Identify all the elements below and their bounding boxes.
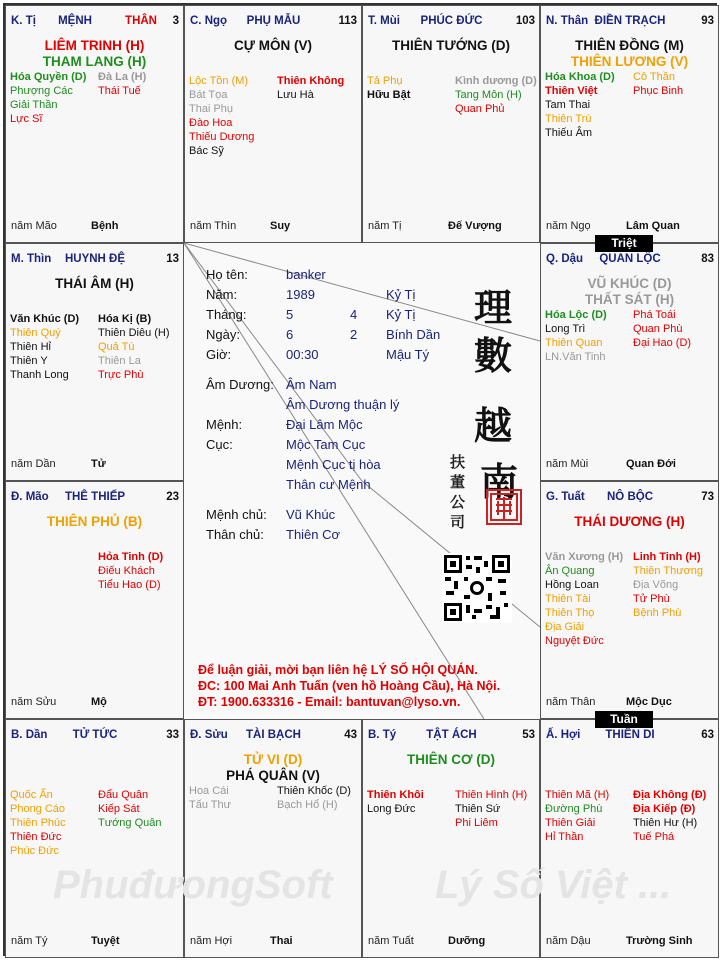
palace-header bbox=[546, 15, 714, 29]
palace-branch: C. Ngọ bbox=[190, 15, 228, 27]
palace-branch: Đ. Sửu bbox=[190, 729, 228, 741]
minor-stars-left bbox=[367, 74, 410, 102]
label-month: Tháng: bbox=[206, 307, 247, 322]
palace-year: năm Tý bbox=[11, 935, 48, 947]
minor-star: Phá Toái bbox=[633, 309, 676, 321]
palace-name: PHÚC ĐỨC bbox=[420, 15, 483, 27]
small-char: 公 bbox=[450, 493, 466, 511]
palace-stage: Đế Vượng bbox=[448, 220, 502, 232]
palace-branch: Ấ. Hợi bbox=[546, 729, 581, 741]
minor-star: Phong Cáo bbox=[10, 803, 66, 815]
horoscope-chart bbox=[3, 3, 717, 956]
minor-star: Lưu Hà bbox=[277, 89, 314, 101]
major-star: THIÊN CƠ (D) bbox=[406, 752, 495, 767]
minor-stars-right bbox=[633, 550, 703, 620]
palace-thin bbox=[5, 243, 184, 481]
minor-star: Phi Liêm bbox=[455, 817, 498, 829]
palace-year: năm Thân bbox=[546, 696, 596, 708]
palace-header bbox=[546, 253, 714, 267]
palace-header bbox=[368, 15, 535, 29]
minor-star: Thiên Hỉ bbox=[10, 341, 51, 353]
value-day-lunar: Bính Dần bbox=[386, 327, 441, 342]
label-amduong: Âm Dương: bbox=[206, 377, 274, 392]
minor-star: Thiên Không bbox=[277, 75, 345, 87]
minor-star: Phục Binh bbox=[633, 85, 684, 97]
value-year-lunar: Kỷ Tị bbox=[386, 287, 416, 302]
minor-star: Hóa Khoa (D) bbox=[545, 71, 615, 83]
minor-star: Văn Xương (H) bbox=[545, 551, 624, 563]
value-name: banker bbox=[286, 267, 326, 282]
major-star: PHÁ QUÂN (V) bbox=[226, 768, 320, 783]
minor-star: Địa Giải bbox=[545, 621, 585, 633]
major-star: TỬ VI (D) bbox=[243, 752, 303, 767]
minor-star: Phượng Các bbox=[10, 85, 73, 97]
minor-stars-right bbox=[633, 308, 691, 350]
calligraphy-char: 越 bbox=[474, 403, 513, 448]
calligraphy-char: 數 bbox=[474, 333, 513, 378]
label-hour: Giờ: bbox=[206, 347, 232, 362]
palace-footer bbox=[546, 696, 714, 710]
minor-star: Lộc Tồn (M) bbox=[189, 75, 249, 87]
label-day: Ngày: bbox=[206, 327, 240, 342]
palace-ti bbox=[5, 5, 184, 243]
small-char: 董 bbox=[450, 473, 466, 491]
minor-star: Thanh Long bbox=[10, 369, 69, 381]
minor-star: Thiên La bbox=[98, 355, 141, 367]
minor-star: Bát Tọa bbox=[189, 89, 228, 101]
major-star: THIÊN LƯƠNG (V) bbox=[570, 54, 689, 69]
palace-header bbox=[190, 15, 357, 29]
contact-line-2: ĐC: 100 Mai Anh Tuấn (ven hồ Hoàng Cầu), Hà Nội. bbox=[198, 679, 501, 693]
palace-stage: Dưỡng bbox=[448, 935, 486, 947]
minor-star: Tấu Thư bbox=[189, 799, 232, 811]
label-year: Năm: bbox=[206, 287, 238, 302]
minor-star: Văn Khúc (D) bbox=[10, 313, 80, 325]
palace-header bbox=[546, 729, 714, 743]
minor-stars-right bbox=[633, 788, 706, 844]
minor-star: Bệnh Phù bbox=[633, 607, 682, 619]
major-star: THÁI ÂM (H) bbox=[55, 276, 134, 291]
minor-star: Hoa Cái bbox=[189, 785, 229, 797]
palace-mao bbox=[5, 481, 184, 719]
palace-footer bbox=[368, 220, 535, 234]
minor-star: Hỉ Thần bbox=[545, 831, 584, 843]
palace-number: 73 bbox=[701, 491, 714, 503]
label-menhchu: Mệnh chủ: bbox=[206, 507, 267, 522]
minor-star: Thiên Trù bbox=[545, 113, 592, 125]
minor-stars-left bbox=[545, 70, 615, 140]
palace-suu bbox=[184, 719, 362, 958]
minor-star: Nguyệt Đức bbox=[545, 635, 604, 647]
palace-number: 63 bbox=[701, 729, 714, 741]
minor-star: LN.Văn Tinh bbox=[545, 351, 606, 363]
palace-stage: Bệnh bbox=[91, 220, 119, 232]
minor-stars-right bbox=[98, 312, 170, 382]
palace-than bbox=[540, 5, 719, 243]
value-year-solar: 1989 bbox=[286, 287, 315, 302]
palace-year: năm Hợi bbox=[190, 935, 233, 947]
minor-star: Thiên Tài bbox=[545, 593, 591, 605]
minor-stars-left bbox=[10, 788, 66, 858]
minor-star: Tuế Phá bbox=[633, 831, 675, 843]
palace-stage: Tử bbox=[91, 458, 106, 470]
minor-star: Giải Thần bbox=[10, 99, 58, 111]
palace-stage: Trường Sinh bbox=[626, 935, 693, 947]
minor-star: Thiên Giải bbox=[545, 817, 596, 829]
palace-number: 33 bbox=[166, 729, 179, 741]
minor-star: Bác Sỹ bbox=[189, 145, 224, 157]
minor-star: Thiên Phúc bbox=[10, 817, 66, 829]
minor-star: Đại Hao (D) bbox=[633, 337, 692, 349]
minor-star: Long Trì bbox=[545, 323, 586, 335]
minor-star: Thiên Đức bbox=[10, 831, 62, 843]
palace-year: năm Sửu bbox=[11, 696, 57, 708]
minor-star: Quan Phù bbox=[633, 323, 683, 335]
minor-star: Hóa Kị (B) bbox=[98, 313, 152, 325]
minor-star: Kiếp Sát bbox=[98, 803, 140, 815]
qr-code-icon bbox=[442, 553, 512, 623]
minor-star: Thiên Sứ bbox=[455, 803, 501, 815]
minor-star: Trực Phù bbox=[98, 369, 144, 381]
minor-stars-right bbox=[455, 788, 527, 830]
minor-star: Hữu Bật bbox=[367, 89, 411, 101]
label-thanchu: Thân chủ: bbox=[206, 527, 264, 542]
minor-star: Đà La (H) bbox=[98, 71, 147, 83]
palace-year: năm Mùi bbox=[546, 458, 589, 470]
major-star: CỰ MÔN (V) bbox=[234, 38, 312, 53]
minor-star: Ân Quang bbox=[545, 565, 595, 577]
palace-ty bbox=[362, 719, 540, 958]
palace-stage: Thai bbox=[270, 935, 293, 947]
major-star: THÁI DƯƠNG (H) bbox=[574, 514, 685, 529]
minor-star: Thiên Hình (H) bbox=[455, 789, 528, 801]
label-name: Họ tên: bbox=[206, 267, 248, 282]
value-amduong2: Âm Dương thuận lý bbox=[286, 397, 400, 412]
watermark-left: PhuđưongSoft bbox=[53, 863, 333, 907]
major-star: THIÊN PHỦ (B) bbox=[46, 514, 143, 529]
minor-star: Hỏa Tinh (D) bbox=[98, 551, 164, 563]
palace-tuat bbox=[540, 481, 719, 719]
value-month-lunar: Kỷ Tị bbox=[386, 307, 416, 322]
red-seal-stamp bbox=[486, 489, 522, 525]
palace-footer bbox=[546, 220, 714, 234]
minor-stars-right bbox=[98, 550, 163, 592]
palace-mui bbox=[362, 5, 540, 243]
palace-footer bbox=[11, 935, 179, 949]
minor-star: Điếu Khách bbox=[98, 565, 155, 577]
minor-stars-left bbox=[10, 70, 86, 126]
palace-number: 43 bbox=[344, 729, 357, 741]
palace-dan bbox=[5, 719, 184, 958]
minor-star: Đào Hoa bbox=[189, 117, 233, 129]
palace-number: 3 bbox=[172, 15, 179, 27]
palace-name: NÔ BỘC bbox=[607, 491, 653, 503]
palace-branch: B. Tý bbox=[368, 729, 397, 741]
value-hour: 00:30 bbox=[286, 347, 319, 362]
palace-footer bbox=[190, 220, 357, 234]
minor-star: Thiếu Dương bbox=[189, 131, 255, 143]
value-cuc2: Mệnh Cục tị hòa bbox=[286, 457, 381, 472]
palace-year: năm Ngọ bbox=[546, 220, 591, 232]
small-char: 扶 bbox=[450, 453, 466, 471]
contact-line-3: ĐT: 1900.633316 - Email: bantuvan@lyso.vn. bbox=[198, 695, 461, 709]
palace-year: năm Tị bbox=[368, 220, 402, 232]
tuan-tag: Tuần bbox=[595, 711, 653, 728]
major-star: THIÊN TƯỚNG (D) bbox=[392, 38, 510, 53]
minor-stars-right bbox=[277, 74, 344, 102]
minor-star: Quan Phủ bbox=[455, 103, 505, 115]
minor-star: Thiên Khôi bbox=[367, 789, 424, 801]
value-thanchu: Thiên Cơ bbox=[286, 527, 341, 542]
minor-star: Cô Thần bbox=[633, 71, 675, 83]
watermark-right: Lý Số Việt ... bbox=[435, 863, 672, 907]
palace-header bbox=[11, 729, 179, 743]
minor-stars-right bbox=[98, 788, 162, 830]
palace-header bbox=[11, 253, 179, 267]
palace-number: 53 bbox=[522, 729, 535, 741]
minor-stars-left bbox=[545, 550, 623, 648]
minor-star: Thiên Việt bbox=[545, 85, 598, 97]
major-star: THIÊN ĐỒNG (M) bbox=[575, 38, 684, 53]
minor-star: Thái Tuế bbox=[98, 85, 141, 97]
palace-branch: G. Tuất bbox=[546, 491, 585, 503]
palace-name: TẬT ÁCH bbox=[426, 729, 477, 741]
minor-star: Quả Tú bbox=[98, 341, 135, 353]
minor-star: Quốc Ấn bbox=[10, 789, 53, 801]
palace-stage: Suy bbox=[270, 220, 291, 232]
palace-footer bbox=[11, 458, 179, 472]
value-menh: Đại Lâm Mộc bbox=[286, 417, 363, 432]
palace-number: 93 bbox=[701, 15, 714, 27]
minor-star: Thiên Thương bbox=[633, 565, 704, 577]
triet-tag: Triệt bbox=[595, 235, 653, 252]
minor-star: Tiểu Hao (D) bbox=[98, 579, 161, 591]
minor-stars-left bbox=[10, 312, 79, 382]
value-hour-lunar: Mậu Tý bbox=[386, 347, 430, 362]
palace-dau bbox=[540, 243, 719, 481]
palace-number: 83 bbox=[701, 253, 714, 265]
palace-number: 23 bbox=[166, 491, 179, 503]
major-star: THẤT SÁT (H) bbox=[584, 292, 675, 307]
palace-footer bbox=[546, 935, 714, 949]
value-cuc3: Thân cư Mệnh bbox=[286, 477, 371, 492]
value-menhchu: Vũ Khúc bbox=[286, 507, 336, 522]
palace-name: ĐIỀN TRẠCH bbox=[594, 15, 666, 27]
value-day-lunar-num: 2 bbox=[350, 327, 358, 342]
minor-star: Tả Phụ bbox=[367, 75, 403, 87]
palace-hoi bbox=[540, 719, 719, 958]
palace-header bbox=[11, 15, 179, 29]
minor-stars-left bbox=[367, 788, 424, 816]
label-menh: Mệnh: bbox=[206, 417, 243, 432]
minor-star: Thiên Y bbox=[10, 355, 48, 367]
value-amduong: Âm Nam bbox=[286, 377, 337, 392]
minor-star: Tam Thai bbox=[545, 99, 591, 111]
palace-header bbox=[190, 729, 357, 743]
palace-year: năm Dậu bbox=[546, 935, 591, 947]
palace-stage: Mộc Dục bbox=[626, 696, 672, 708]
minor-star: Thiên Thọ bbox=[545, 607, 595, 619]
minor-star: Bạch Hổ (H) bbox=[277, 799, 338, 811]
contact-line-1: Để luận giải, mời bạn liên hệ LÝ SỐ HỘI QUÁN. bbox=[198, 663, 478, 677]
palace-year: năm Dần bbox=[11, 458, 56, 470]
palace-branch: K. Tị bbox=[11, 15, 36, 27]
minor-stars-right bbox=[455, 74, 537, 116]
palace-header bbox=[11, 491, 179, 505]
palace-name: MỆNH bbox=[58, 15, 92, 27]
minor-star: Thiên Mã (H) bbox=[545, 789, 610, 801]
than-marker: THÂN bbox=[125, 15, 157, 27]
minor-star: Địa Không (Đ) bbox=[633, 789, 707, 801]
minor-star: Tang Môn (H) bbox=[455, 89, 522, 101]
minor-star: Hồng Loan bbox=[545, 579, 599, 591]
small-char: 司 bbox=[450, 513, 466, 531]
minor-star: Long Đức bbox=[367, 803, 416, 815]
minor-star: Tử Phù bbox=[633, 593, 670, 605]
minor-star: Thai Phụ bbox=[189, 103, 234, 115]
palace-name: QUAN LỘC bbox=[599, 253, 661, 265]
palace-year: năm Tuất bbox=[368, 935, 414, 947]
minor-star: Tướng Quân bbox=[98, 817, 162, 829]
palace-branch: B. Dần bbox=[11, 729, 48, 741]
value-month-lunar-num: 4 bbox=[350, 307, 358, 322]
palace-stage: Mộ bbox=[91, 696, 107, 708]
palace-branch: Đ. Mão bbox=[11, 491, 49, 503]
palace-branch: Q. Dậu bbox=[546, 253, 584, 265]
palace-number: 113 bbox=[338, 15, 357, 27]
palace-branch: M. Thìn bbox=[11, 253, 52, 265]
minor-star: Phúc Đức bbox=[10, 845, 59, 857]
minor-star: Thiên Hư (H) bbox=[633, 817, 698, 829]
minor-stars-left bbox=[545, 308, 607, 364]
major-star: LIÊM TRINH (H) bbox=[44, 38, 145, 53]
minor-star: Hóa Quyền (D) bbox=[10, 71, 87, 83]
palace-branch: N. Thân bbox=[546, 15, 589, 27]
minor-stars-left bbox=[189, 74, 254, 158]
palace-footer bbox=[11, 696, 179, 710]
value-cuc: Mộc Tam Cục bbox=[286, 437, 366, 452]
palace-name: THIÊN DI bbox=[605, 729, 655, 741]
calligraphy-char: 理 bbox=[474, 285, 513, 330]
palace-footer bbox=[190, 935, 357, 949]
calligraphy-char: 南 bbox=[480, 459, 519, 504]
minor-star: Thiên Quý bbox=[10, 327, 61, 339]
chart-center bbox=[184, 243, 540, 719]
minor-star: Kình dương (D) bbox=[455, 75, 537, 87]
palace-stage: Quan Đới bbox=[626, 458, 676, 470]
palace-name: PHỤ MẪU bbox=[246, 15, 301, 27]
minor-star: Đường Phù bbox=[545, 803, 603, 815]
palace-name: TÀI BẠCH bbox=[246, 729, 301, 741]
label-cuc: Cục: bbox=[206, 437, 233, 452]
minor-stars-left bbox=[545, 788, 609, 844]
minor-star: Đẩu Quân bbox=[98, 789, 149, 801]
minor-star: Thiên Quan bbox=[545, 337, 603, 349]
palace-header bbox=[546, 491, 714, 505]
palace-stage: Tuyệt bbox=[91, 935, 120, 947]
minor-stars-right bbox=[98, 70, 146, 98]
palace-ngo bbox=[184, 5, 362, 243]
palace-footer bbox=[11, 220, 179, 234]
palace-branch: T. Mùi bbox=[368, 15, 400, 27]
palace-name: TỬ TỨC bbox=[72, 729, 118, 741]
minor-stars-right bbox=[633, 70, 683, 98]
minor-star: Địa Võng bbox=[633, 579, 679, 591]
palace-header bbox=[368, 729, 535, 743]
value-month-solar: 5 bbox=[286, 307, 294, 322]
major-star: THAM LANG (H) bbox=[42, 54, 147, 69]
palace-name: THÊ THIẾP bbox=[64, 491, 126, 503]
palace-footer bbox=[368, 935, 535, 949]
palace-stage: Lâm Quan bbox=[626, 220, 680, 232]
value-day-solar: 6 bbox=[286, 327, 294, 342]
major-star: VŨ KHÚC (D) bbox=[587, 276, 672, 291]
minor-star: Thiếu Âm bbox=[545, 127, 593, 139]
palace-number: 103 bbox=[515, 15, 535, 27]
minor-stars-right bbox=[277, 784, 351, 812]
minor-star: Địa Kiếp (Đ) bbox=[633, 803, 696, 815]
palace-footer bbox=[546, 458, 714, 472]
minor-star: Thiên Diêu (H) bbox=[98, 327, 170, 339]
palace-year: năm Thìn bbox=[190, 220, 237, 232]
minor-star: Linh Tinh (H) bbox=[633, 551, 701, 563]
minor-star: Thiên Khốc (D) bbox=[277, 785, 351, 797]
minor-star: Lực Sĩ bbox=[10, 113, 43, 125]
minor-stars-left bbox=[189, 784, 231, 812]
palace-number: 13 bbox=[166, 253, 179, 265]
palace-year: năm Mão bbox=[11, 220, 57, 232]
palace-name: HUYNH ĐỆ bbox=[64, 253, 126, 265]
minor-star: Hóa Lộc (D) bbox=[545, 309, 607, 321]
